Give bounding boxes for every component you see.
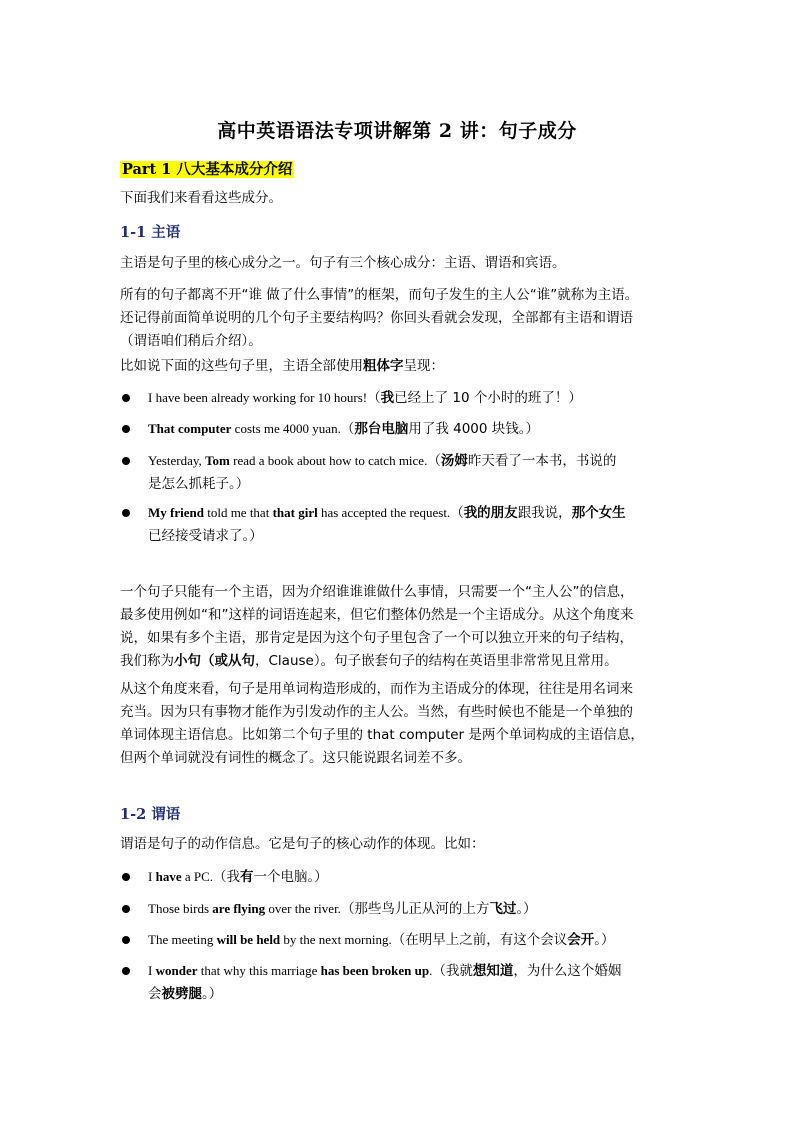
text-run: 比如说下面的这些句子里，主语全部使用 (120, 358, 363, 374)
english-text: I (148, 963, 156, 978)
paragraph-line: 从这个角度来看，句子是用单词构造形成的，而作为主语成分的体现，往往是用名词来 (120, 681, 633, 697)
bullet-icon (122, 425, 130, 433)
list-item (148, 865, 688, 889)
paragraph-line: 充当。因为只有事物才能作为引发动作的主人公。当然，有些时候也不能是一个单独的 (120, 704, 633, 720)
bold-english-text: My friend (148, 505, 204, 520)
section-1-1-paragraph-3 (120, 355, 680, 378)
text-run: 已经上了 10 个小时的班了！） (394, 390, 582, 406)
bullet-icon (122, 905, 130, 913)
list-item (148, 501, 688, 548)
bold-english-text: have (155, 869, 182, 884)
bold-english-text: will be held (216, 932, 281, 947)
section-1-1-paragraph-5 (120, 678, 700, 770)
part1-heading-row (120, 158, 680, 182)
section-1-1-heading (120, 221, 680, 245)
text-run: 昨天看了一本书，书说的 (467, 453, 617, 469)
text-run: （我就 (432, 963, 473, 979)
section-1-2-heading (120, 803, 680, 827)
text-run: 是怎么抓耗子。） (148, 476, 250, 492)
text-run: （ (367, 390, 381, 406)
english-text: read a book about how to catch mice. (229, 453, 428, 468)
page-title: 高中英语语法专项讲解第 2 讲：句子成分 (217, 120, 577, 142)
paragraph-line: 最多使用例如“和”这样的词语连起来，但它们整体仍然是一个主语成分。从这个角度来 (120, 607, 634, 623)
bold-english-text: That computer (148, 421, 232, 436)
text-run: 已经接受请求了。） (148, 528, 263, 544)
english-text: Those birds (148, 901, 213, 916)
text-run: （在明早上之前，有这个会议 (391, 932, 568, 948)
text-run: ，Clause）。句子嵌套句子的结构在英语里非常常见且常用。 (255, 653, 618, 669)
english-text: costs me 4000 yuan. (231, 421, 341, 436)
text-run: 呈现： (403, 358, 444, 374)
paragraph-line: 说，如果有多个主语，那肯定是因为这个句子里包含了一个可以独立开来的句子结构， (120, 630, 633, 646)
bold-english-text: wonder (155, 963, 198, 978)
bold-text-run: 那台电脑 (354, 421, 409, 437)
text-run: （ (427, 453, 441, 469)
bold-text-run: 汤姆 (440, 453, 468, 469)
bold-text-run: 我 (380, 390, 395, 406)
bullet-icon (122, 457, 130, 465)
paragraph-line: （谓语咱们稍后介绍）。 (120, 333, 262, 349)
paragraph-line: 但两个单词就没有词性的概念了。这只能说跟名词差不多。 (120, 750, 471, 766)
list-item (148, 928, 688, 952)
english-text: told me that (203, 505, 273, 520)
bold-text-run: 粗体字 (363, 358, 404, 374)
text-run: （ (340, 421, 355, 437)
bold-text-run: 被劈腿 (161, 986, 202, 1002)
bold-english-text: has been broken up (320, 963, 430, 978)
text-run: 。） (516, 901, 537, 917)
text-run: 一个电脑。） (253, 869, 328, 885)
list-item (148, 417, 688, 441)
paragraph-line (148, 983, 688, 1006)
text-run: 用了我 4000 块钱。） (408, 421, 540, 437)
bullet-icon (122, 873, 130, 881)
paragraph-line: 一个句子只能有一个主语，因为介绍谁谁谁做什么事情，只需要一个“主人公”的信息， (120, 584, 634, 600)
english-text: by the next morning. (280, 932, 392, 947)
bold-english-text: that girl (272, 505, 318, 520)
list-item (148, 449, 688, 496)
section-1-1-paragraph-1: 主语是句子里的核心成分之一。句子有三个核心成分：主语、谓语和宾语。 (120, 255, 566, 271)
bold-english-text: are flying (212, 901, 266, 916)
list-item (148, 386, 688, 410)
bold-text-run: 飞过 (489, 901, 517, 917)
english-text: a PC. (181, 869, 214, 884)
english-text: The meeting (148, 932, 217, 947)
section-1-1-paragraph-4 (120, 581, 700, 673)
bold-text-run: 想知道 (472, 963, 514, 979)
english-text: over the river. (265, 901, 341, 916)
section-1-2-heading-text: 1-2 谓语 (120, 806, 181, 823)
list-item (148, 897, 688, 921)
english-text: has accepted the request. (317, 505, 451, 520)
section-1-1-paragraph-2 (120, 284, 700, 353)
bold-text-run: 那个女生 (571, 505, 626, 521)
text-run: 。） (594, 932, 615, 948)
bullet-icon (122, 936, 130, 944)
paragraph-line: 单词体现主语信息。比如第二个句子里的 that computer 是两个单词构成的主语信息， (120, 727, 644, 743)
bold-text-run: 小句（或从句 (174, 653, 255, 669)
text-run: （ (450, 505, 464, 521)
paragraph-line: 还记得前面简单说明的几个句子主要结构吗？你回头看就会发现，全部都有主语和谓语 (120, 310, 633, 326)
intro-paragraph: 下面我们来看看这些成分。 (120, 190, 282, 206)
text-run: 。） (202, 986, 223, 1002)
part1-heading: Part 1 八大基本成分介绍 (122, 161, 293, 178)
text-run: 会 (148, 986, 162, 1002)
text-run: 跟我说， (517, 505, 572, 521)
bullet-icon (122, 967, 130, 975)
english-text: I have been already working for 10 hours! (148, 390, 368, 405)
paragraph-line (120, 650, 700, 673)
section-1-2-paragraph-1: 谓语是句子的动作信息。它是句子的核心动作的体现。比如： (120, 836, 485, 852)
bullet-icon (122, 394, 130, 402)
bold-text-run: 会开 (567, 932, 595, 948)
english-text: . (429, 963, 433, 978)
text-run: （那些鸟儿正从河的上方 (340, 901, 490, 917)
english-text: I (148, 869, 156, 884)
section-1-1-heading-text: 1-1 主语 (120, 224, 181, 241)
text-run: 我们称为 (120, 653, 174, 669)
text-run: （我 (213, 869, 241, 885)
list-item (148, 959, 688, 1006)
paragraph-line: 所有的句子都离不开“谁 做了什么事情”的框架，而句子发生的主人公“谁”就称为主语。 (120, 287, 639, 303)
bold-english-text: Tom (205, 453, 230, 468)
bold-text-run: 有 (240, 869, 254, 885)
english-text: that why this marriage (197, 963, 321, 978)
english-text: Yesterday, (148, 453, 206, 468)
text-run: ，为什么这个婚姻 (513, 963, 622, 979)
bold-text-run: 我的朋友 (463, 505, 518, 521)
bullet-icon (122, 509, 130, 517)
